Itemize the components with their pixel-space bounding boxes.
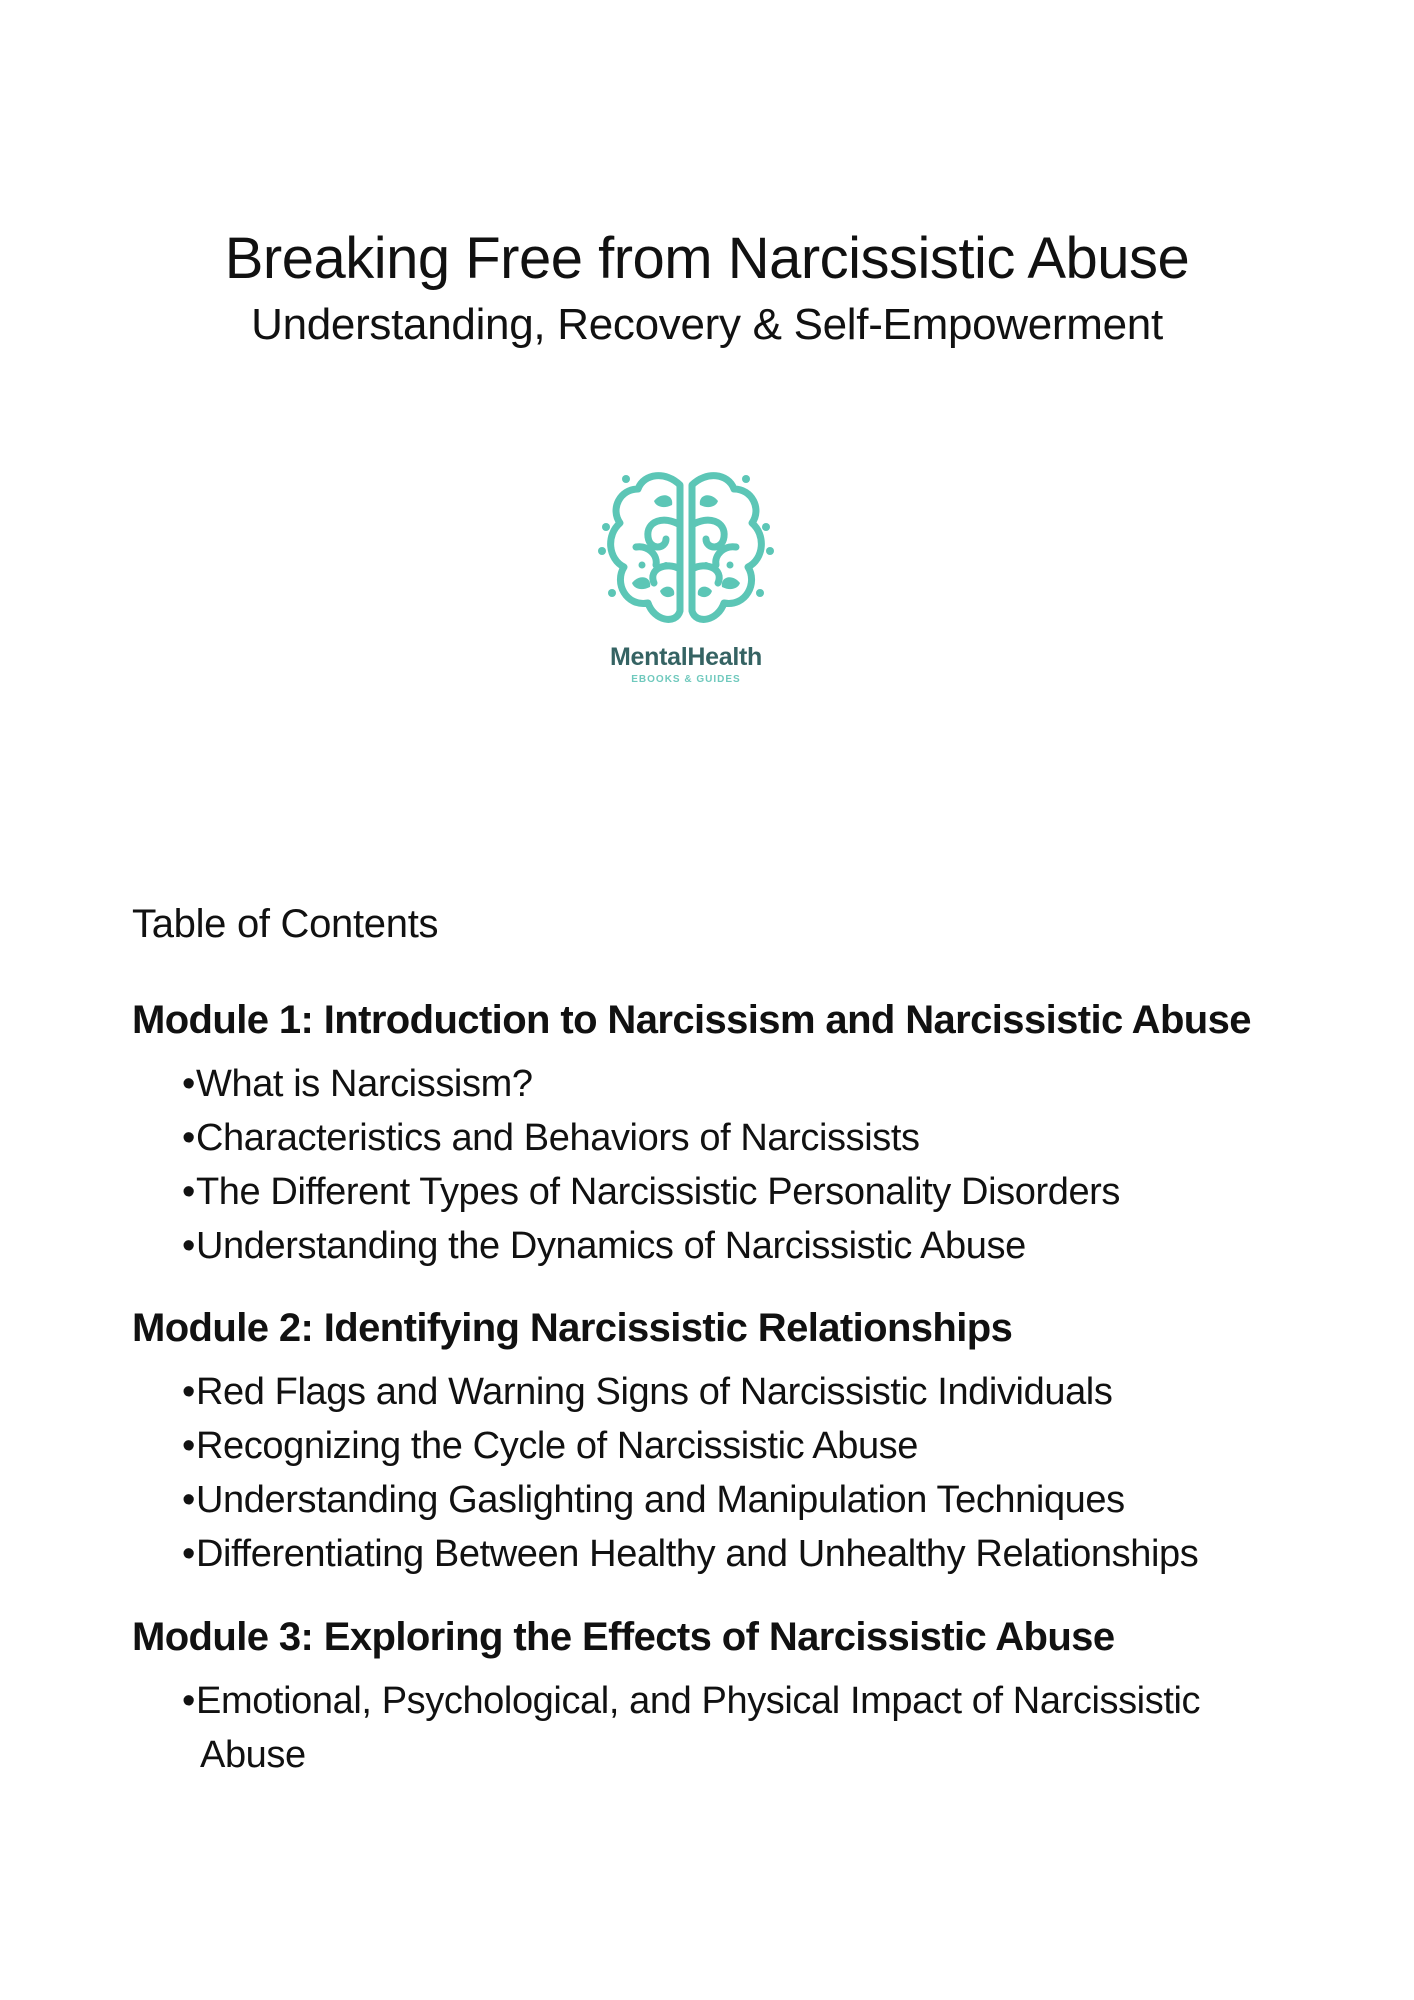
- logo-name: MentalHealth: [610, 643, 762, 671]
- document-title: Breaking Free from Narcissistic Abuse: [224, 226, 1190, 291]
- document-subtitle: Understanding, Recovery & Self-Empowerment: [251, 300, 1163, 349]
- toc-item-text: The Different Types of Narcissistic Personality Disorders: [196, 1171, 1121, 1213]
- toc-item-text: Understanding the Dynamics of Narcissistic Abuse: [196, 1225, 1026, 1267]
- bullet-icon: •: [182, 1063, 195, 1105]
- module-title: Module 2: Identifying Narcissistic Relationships: [132, 1306, 1013, 1350]
- toc-heading: Table of Contents: [132, 902, 439, 946]
- module-title: Module 3: Exploring the Effects of Narcissistic Abuse: [132, 1615, 1115, 1659]
- module-item-list: [132, 1365, 1282, 1581]
- mental-health-logo: [596, 465, 776, 695]
- toc-item-text: Red Flags and Warning Signs of Narcissistic Individuals: [196, 1371, 1113, 1413]
- toc-item-text: What is Narcissism?: [196, 1063, 533, 1105]
- toc-item-text: Recognizing the Cycle of Narcissistic Abuse: [196, 1425, 919, 1467]
- toc-module-2: [132, 1306, 1282, 1581]
- bullet-icon: •: [182, 1171, 195, 1213]
- toc-item: [182, 1473, 1282, 1527]
- toc-item: [182, 1057, 1282, 1111]
- bullet-icon: •: [182, 1533, 195, 1575]
- bullet-icon: •: [182, 1225, 195, 1267]
- bullet-icon: •: [182, 1371, 195, 1413]
- bullet-icon: •: [182, 1479, 195, 1521]
- toc-module-1: [132, 998, 1282, 1273]
- toc-item-text: Understanding Gaslighting and Manipulation Techniques: [196, 1479, 1125, 1521]
- toc-item: [182, 1527, 1282, 1581]
- toc-item: [182, 1165, 1282, 1219]
- toc-item: [182, 1219, 1282, 1273]
- toc-item-text: Emotional, Psychological, and Physical Impact of Narcissistic Abuse: [196, 1680, 1201, 1776]
- toc-item: [182, 1674, 1240, 1782]
- bullet-icon: •: [182, 1117, 195, 1159]
- logo-tagline: EBOOKS & GUIDES: [631, 674, 741, 685]
- module-item-list: [132, 1057, 1282, 1273]
- brain-leaves-icon: [596, 465, 776, 640]
- module-item-list: [132, 1674, 1262, 1782]
- toc-item: [182, 1111, 1282, 1165]
- toc-item: [182, 1419, 1282, 1473]
- module-title: Module 1: Introduction to Narcissism and Narcissistic Abuse: [132, 998, 1251, 1042]
- bullet-icon: •: [182, 1425, 195, 1467]
- bullet-icon: •: [182, 1680, 195, 1722]
- toc-item-text: Characteristics and Behaviors of Narcissists: [196, 1117, 920, 1159]
- toc-module-3: [132, 1615, 1282, 1782]
- toc-item: [182, 1365, 1282, 1419]
- toc-item-text: Differentiating Between Healthy and Unhealthy Relationships: [196, 1533, 1199, 1575]
